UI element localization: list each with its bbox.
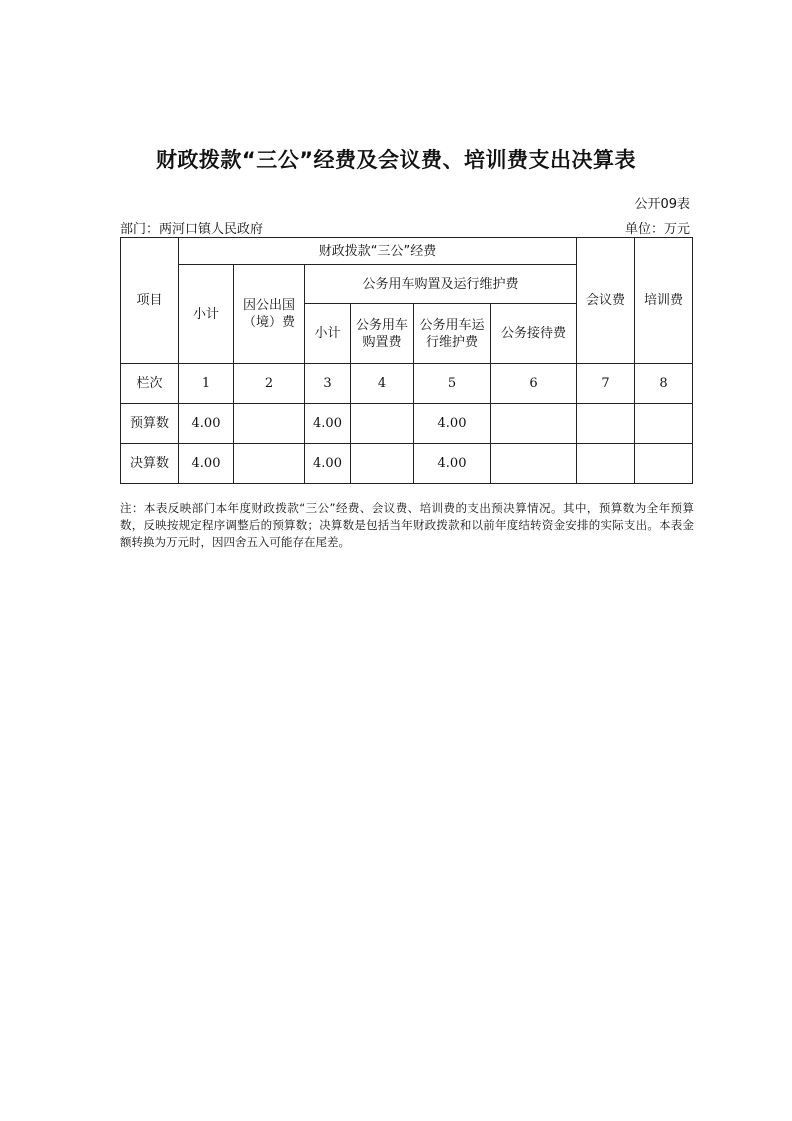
table-cell: 4.00 <box>305 404 351 444</box>
table-cell <box>577 444 635 484</box>
header-vehicle-group: 公务用车购置及运行维护费 <box>305 265 577 304</box>
table-cell: 5 <box>414 364 491 404</box>
table-row <box>121 404 693 444</box>
table-cell: 4.00 <box>179 444 234 484</box>
table-cell: 1 <box>179 364 234 404</box>
header-vehicle-subtotal: 小计 <box>305 304 351 364</box>
header-item: 项目 <box>121 238 179 364</box>
table-cell: 7 <box>577 364 635 404</box>
table-row <box>121 364 693 404</box>
page-title: 财政拨款“三公”经费及会议费、培训费支出决算表 <box>155 148 637 172</box>
table-cell <box>351 404 414 444</box>
row-label: 决算数 <box>121 444 179 484</box>
table-cell: 2 <box>234 364 305 404</box>
row-label: 预算数 <box>121 404 179 444</box>
table-cell <box>635 444 693 484</box>
table-cell <box>635 404 693 444</box>
table-cell: 4.00 <box>179 404 234 444</box>
unit-label: 单位：万元 <box>624 222 690 237</box>
table-row <box>121 444 693 484</box>
header-training: 培训费 <box>635 238 693 364</box>
table-cell <box>577 404 635 444</box>
row-label: 栏次 <box>121 364 179 404</box>
table-cell: 3 <box>305 364 351 404</box>
header-row-1 <box>121 238 693 265</box>
table-cell: 4.00 <box>414 404 491 444</box>
table-cell: 4 <box>351 364 414 404</box>
header-reception: 公务接待费 <box>491 304 577 364</box>
header-vehicle-purchase: 公务用车购置费 <box>351 304 414 364</box>
form-number: 公开09表 <box>634 197 690 212</box>
table-cell <box>234 444 305 484</box>
table-cell: 6 <box>491 364 577 404</box>
table-cell <box>234 404 305 444</box>
footnote: 注：本表反映部门本年度财政拨款“三公”经费、会议费、培训费的支出预决算情况。其中，预算数为全年预算数，反映按规定程序调整后的预算数；决算数是包括当年财政拨款和以前年度结转资金安排的实际支出。本表金额转换为万元时，因四舍五入可能存在尾差。 <box>120 501 694 549</box>
header-subtotal: 小计 <box>179 265 234 364</box>
table-cell: 4.00 <box>414 444 491 484</box>
table-cell <box>491 404 577 444</box>
header-overseas: 因公出国（境）费 <box>234 265 305 364</box>
department-label: 部门：两河口镇人民政府 <box>120 222 264 237</box>
table-cell <box>351 444 414 484</box>
table-cell <box>491 444 577 484</box>
header-sangong-group: 财政拨款“三公”经费 <box>179 238 577 265</box>
header-vehicle-operation: 公务用车运行维护费 <box>414 304 491 364</box>
table-cell: 8 <box>635 364 693 404</box>
expenditure-table <box>120 237 693 484</box>
header-meeting: 会议费 <box>577 238 635 364</box>
table-cell: 4.00 <box>305 444 351 484</box>
